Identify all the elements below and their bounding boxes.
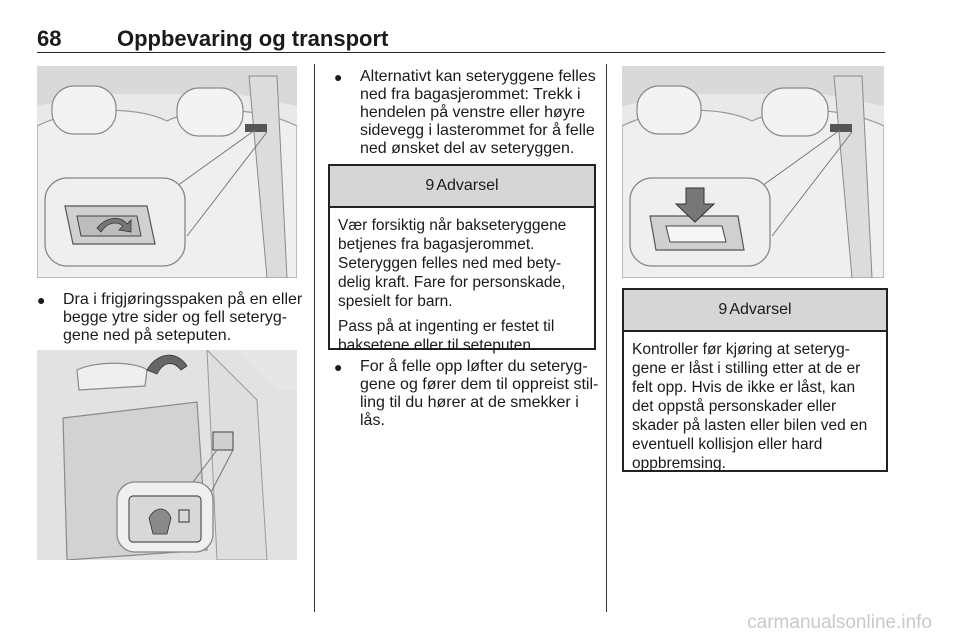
bullet-icon: ● xyxy=(37,292,46,308)
page-header xyxy=(37,24,885,53)
warning-icon: 9 xyxy=(718,301,728,318)
bullet-icon: ● xyxy=(334,359,343,375)
figure-seatback-latch xyxy=(622,66,884,278)
column-divider xyxy=(606,64,607,612)
warning-icon: 9 xyxy=(425,177,435,194)
warning-header xyxy=(330,166,594,208)
warning-box: 9 Advarsel Kontroller før kjøring at seteryg- gene er låst i stilling etter at de er felt opp. Hvis de ikke er låst, kan det oppstå personskader eller skader på lasten eller bilen ved en eventuell kollisjon eller hard oppbremsing. xyxy=(622,288,888,472)
warning-title: Advarsel xyxy=(729,301,792,318)
column-divider xyxy=(314,64,315,612)
page-number: 68 xyxy=(37,26,62,51)
watermark-text: carmanualsonline.info xyxy=(747,612,932,633)
bullet-icon: ● xyxy=(334,69,343,85)
figure-cargo-side-lever xyxy=(37,350,297,560)
warning-title: Advarsel xyxy=(436,177,499,194)
chapter-title: Oppbevaring og transport xyxy=(117,26,389,51)
warning-header xyxy=(624,290,886,332)
warning-box: 9 Advarsel Vær forsiktig når bakseteryggene betjenes fra bagasjerommet. Seteryggen felles ned med bety- delig kraft. Fare for personskade, spesielt for barn. Pass på at ingenting er festet til baksetene eller til seteputen. xyxy=(328,164,596,350)
figure-seatback-release-lever xyxy=(37,66,297,278)
